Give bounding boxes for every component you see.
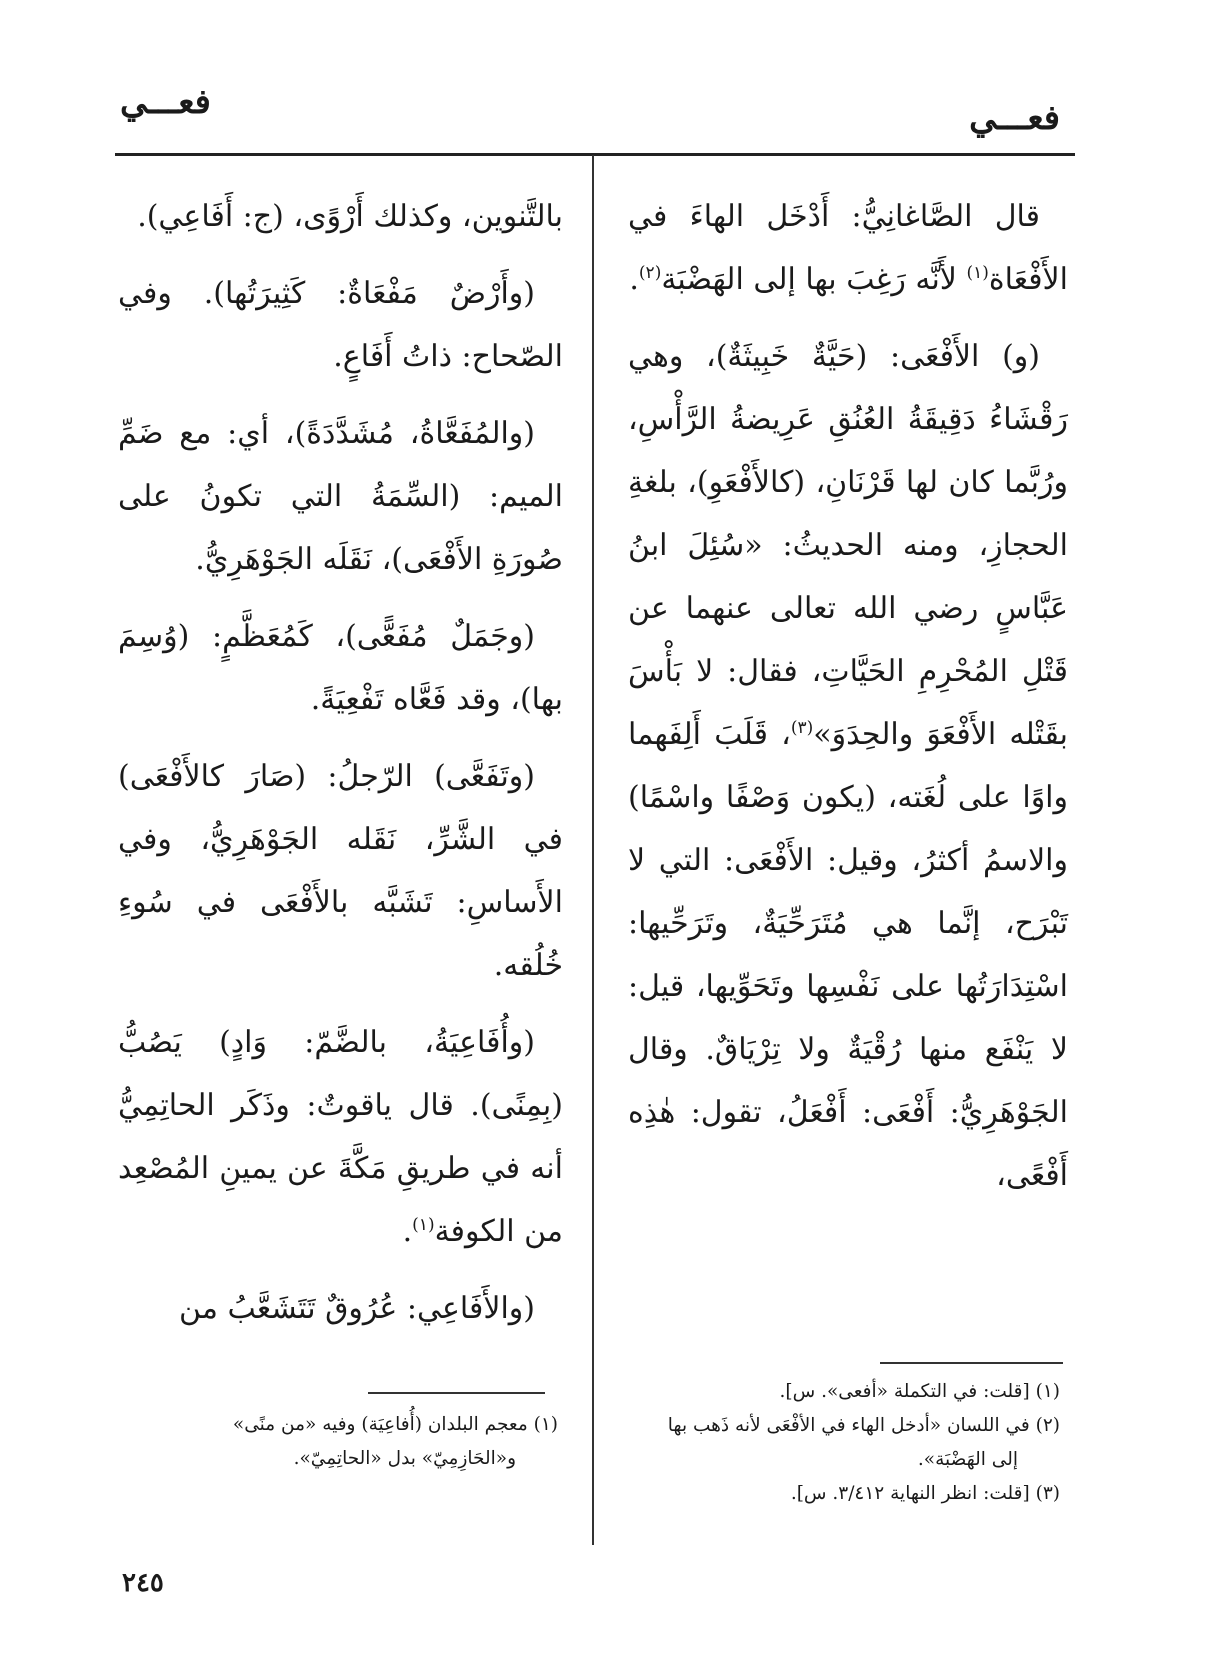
header-rule <box>115 153 1075 156</box>
paragraph: (وتَفَعَّى) الرّجلُ: (صَارَ كالأَفْعَى) في الشَّرِّ، نَقَله الجَوْهَرِيُّ، وفي الأَساسِ: تَشَبَّه بالأَفْعَى في سُوءِ خُلُقه. <box>118 759 563 983</box>
header-word-right: فعـــي <box>969 98 1060 138</box>
paragraph: (والمُفَعَّاةُ، مُشَدَّدَةً)، أي: مع ضَمِّ الميم: (السِّمَةُ التي تكونُ على صُورَةِ الأَفْعَى)، نَقَلَه الجَوْهَرِيُّ. <box>118 416 563 577</box>
footnote: (١) معجم البلدان (أُفاعِيَة) وفيه «من منًى» <box>232 1414 558 1435</box>
paragraph: (و) الأَفْعَى: (حَيَّةٌ خَبِيثَةٌ)، وهي رَقْشَاءُ دَقِيقَةُ العُنُقِ عَرِيضةُ الرَّأْسِ، ورُبَّما كان لها قَرْنَانِ، (كالأَفْعَوِ)، بلغةِ الحجازِ، ومنه الحديثُ: «سُئِلَ ابنُ عَبَّاسٍ رضي الله تعالى عنهما عن قَتْلِ المُحْرِمِ الحَيَّاتِ، فقال: لا بَأْسَ بقَتْله الأَفْعَوَ والحِدَوَ»$^{(٣)}$، قَلَبَ أَلِفَهما واوًا على لُغَته، (يكون وَصْفًا واسْمًا) والاسمُ أكثرُ، وقيل: الأَفْعَى: التي لا تَبْرَح، إنَّما هي مُتَرَحِّيَةٌ، وتَرَحِّيها: اسْتِدَارَتُها على نَفْسِها وتَحَوِّيها، قيل: لا يَنْفَع منها رُقْيَةٌ ولا تِرْيَاقٌ. وقال الجَوْهَرِيُّ: أَفْعَى: أَفْعَلُ، تقول: هٰذِه أَفْعًى، <box>628 339 1068 1193</box>
footnote-ref: (١) <box>966 263 989 283</box>
paragraph: (وأَرْضٌ مَفْعَاةٌ: كَثِيرَتُها). وفي الصّحاح: ذاتُ أَفَاعٍ. <box>118 276 563 374</box>
footnote-ref: (٣) <box>790 718 814 738</box>
left-footnote-rule <box>368 1392 545 1394</box>
page-number: ٢٤٥ <box>122 1568 164 1598</box>
paragraph: (وجَمَلٌ مُفَعًّى)، كَمُعَظَّمٍ: (وُسِمَ بها)، وقد فَعَّاه تَفْعِيَةً. <box>118 619 563 717</box>
paragraph: (وأُفَاعِيَةُ، بالضَّمّ: وَادٍ) يَصُبُّ (بِمِنًى). قال ياقوتٌ: وذَكَر الحاتِمِيُّ أنه في طريقِ مَكَّةَ عن يمينِ المُصْعِد من الكوفة$^{(١)}$. <box>118 1025 563 1249</box>
left-column <box>118 185 563 1354</box>
right-footnote-rule <box>880 1362 1063 1364</box>
footnote: و«الحَازِمِيّ» بدل «الحاتِمِيّ». <box>293 1448 516 1469</box>
paragraph: بالتَّنوين، وكذلك أَرْوًى، (ج: أَفَاعِي). <box>137 199 563 234</box>
footnote-ref: (١) <box>412 1215 435 1235</box>
column-divider <box>592 155 594 1545</box>
footnote: (٢) في اللسان «أدخل الهاء في الأفْعَى لأنه ذَهب بها <box>667 1415 1060 1436</box>
paragraph: (والأَفَاعِي: عُرُوقٌ تَتَشَعَّبُ من <box>179 1291 535 1326</box>
header-word-left: فعـــي <box>120 82 211 122</box>
right-footnotes <box>600 1375 1060 1511</box>
right-column <box>628 185 1068 1221</box>
footnote: (٣) [قلت: انظر النهاية ٣/٤١٢. س]. <box>790 1483 1060 1504</box>
left-footnotes <box>118 1408 558 1476</box>
footnote-ref: (٢) <box>638 263 662 283</box>
paragraph: قال الصَّاغانِيُّ: أَدْخَل الهاءَ في الأَفْعَاة$^{(١)}$ لأَنَّه رَغِبَ بها إلى الهَضْبَة$^{(٢)}$. <box>628 199 1068 297</box>
footnote: (١) [قلت: في التكملة «أفعى». س]. <box>779 1381 1060 1402</box>
footnote: إلى الهَضْبَة». <box>917 1449 1018 1470</box>
